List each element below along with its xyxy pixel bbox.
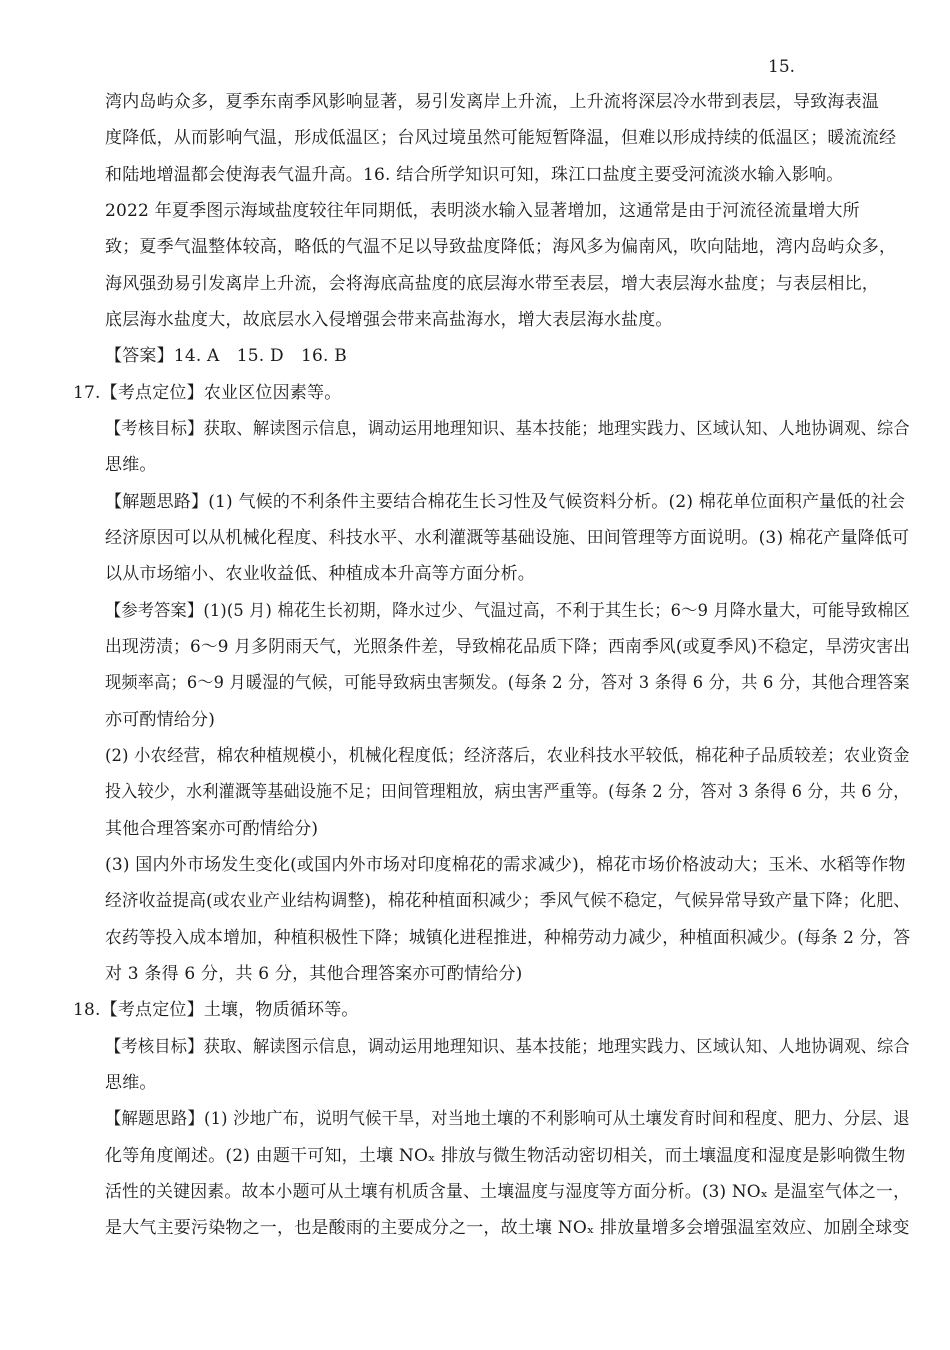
text-line: 投入较少，水利灌溉等基础设施不足；田间管理粗放，病虫害严重等。(每条 2 分，答对 3 条得 6 分，共 6 分， (105, 782, 910, 802)
text-line: 对 3 条得 6 分，共 6 分，其他合理答案亦可酌情给分) (105, 964, 523, 984)
text-line: 现频率高；6～9 月暖湿的气候，可能导致病虫害频发。(每条 2 分，答对 3 条得 6 分，共 6 分，其他合理答案 (105, 673, 910, 693)
text-line: 亦可酌情给分) (105, 710, 216, 730)
text-line: 海风强劲易引发离岸上升流，会将海底高盐度的底层海水带至表层，增大表层海水盐度；与表层相比， (105, 274, 879, 294)
question-18-heading: 18.【考点定位】土壤，物质循环等。 (73, 1000, 359, 1020)
text-line: 以从市场缩小、农业收益低、种植成本升高等方面分析。 (105, 564, 535, 584)
text-line: 【考核目标】获取、解读图示信息，调动运用地理知识、基本技能；地理实践力、区域认知、人地协调观、综合 (105, 1037, 910, 1057)
text-line: 农药等投入成本增加，种植积极性下降；城镇化进程推进，种棉劳动力减少，种植面积减少。(每条 2 分，答 (105, 928, 911, 948)
text-line: 活性的关键因素。故本小题可从土壤有机质含量、土壤温度与湿度等方面分析。(3) NOₓ 是温室气体之一， (105, 1182, 911, 1202)
text-line: 【参考答案】(1)(5 月) 棉花生长初期，降水过少、气温过高，不利于其生长；6～9 月降水量大，可能导致棉区 (105, 601, 911, 621)
text-line: (3) 国内外市场发生变化(或国内外市场对印度棉花的需求减少)，棉花市场价格波动大；玉米、水稻等作物 (105, 855, 906, 875)
text-line: 出现涝渍；6～9 月多阴雨天气，光照条件差，导致棉花品质下降；西南季风(或夏季风)不稳定，旱涝灾害出 (105, 637, 911, 657)
text-line: 是大气主要污染物之一，也是酸雨的主要成分之一，故土壤 NOₓ 排放量增多会增强温室效应、加剧全球变 (105, 1218, 910, 1238)
text-line: (2) 小农经营，棉农种植规模小，机械化程度低；经济落后，农业科技水平较低，棉花种子品质较差；农业资金 (105, 746, 910, 766)
text-line: 【考核目标】获取、解读图示信息，调动运用地理知识、基本技能；地理实践力、区域认知、人地协调观、综合 (105, 419, 910, 439)
answer-line: 【答案】14. A 15. D 16. B (105, 346, 347, 366)
text-line: 思维。 (105, 455, 157, 475)
text-line: 其他合理答案亦可酌情给分) (105, 819, 319, 839)
text-line: 经济收益提高(或农业产业结构调整)，棉花种植面积减少；季风气候不稳定，气候异常导致产量下降；化肥、 (105, 891, 911, 911)
text-line: 底层海水盐度大，故底层水入侵增强会带来高盐海水，增大表层海水盐度。 (105, 310, 673, 330)
text-line: 化等角度阐述。(2) 由题干可知，土壤 NOₓ 排放与微生物活动密切相关，而土壤温度和湿度是影响微生物 (105, 1146, 906, 1166)
text-line: 致；夏季气温整体较高，略低的气温不足以导致盐度降低；海风多为偏南风，吹向陆地，湾内岛屿众多， (105, 237, 897, 257)
text-line: 经济原因可以从机械化程度、科技水平、水利灌溉等基础设施、田间管理等方面说明。(3) 棉花产量降低可 (105, 528, 910, 548)
text-line: 湾内岛屿众多，夏季东南季风影响显著，易引发离岸上升流，上升流将深层冷水带到表层，导致海表温 (105, 92, 879, 112)
text-line: 【解题思路】(1) 气候的不利条件主要结合棉花生长习性及气候资料分析。(2) 棉花单位面积产量低的社会 (105, 492, 906, 512)
text-line: 【解题思路】(1) 沙地广布，说明气候干旱，对当地土壤的不利影响可从土壤发育时间和程度、肥力、分层、退 (105, 1109, 910, 1129)
page-header-number: 15. (768, 57, 796, 77)
text-line: 2022 年夏季图示海域盐度较往年同期低，表明淡水输入显著增加，这通常是由于河流径流量增大所 (105, 201, 860, 221)
text-line: 度降低，从而影响气温，形成低温区；台风过境虽然可能短暂降温，但难以形成持续的低温区；暖流流经 (105, 128, 897, 148)
text-line: 思维。 (105, 1073, 157, 1093)
text-line: 和陆地增温都会使海表气温升高。16. 结合所学知识可知，珠江口盐度主要受河流淡水输入影响。 (105, 165, 844, 185)
question-17-heading: 17.【考点定位】农业区位因素等。 (73, 383, 342, 403)
